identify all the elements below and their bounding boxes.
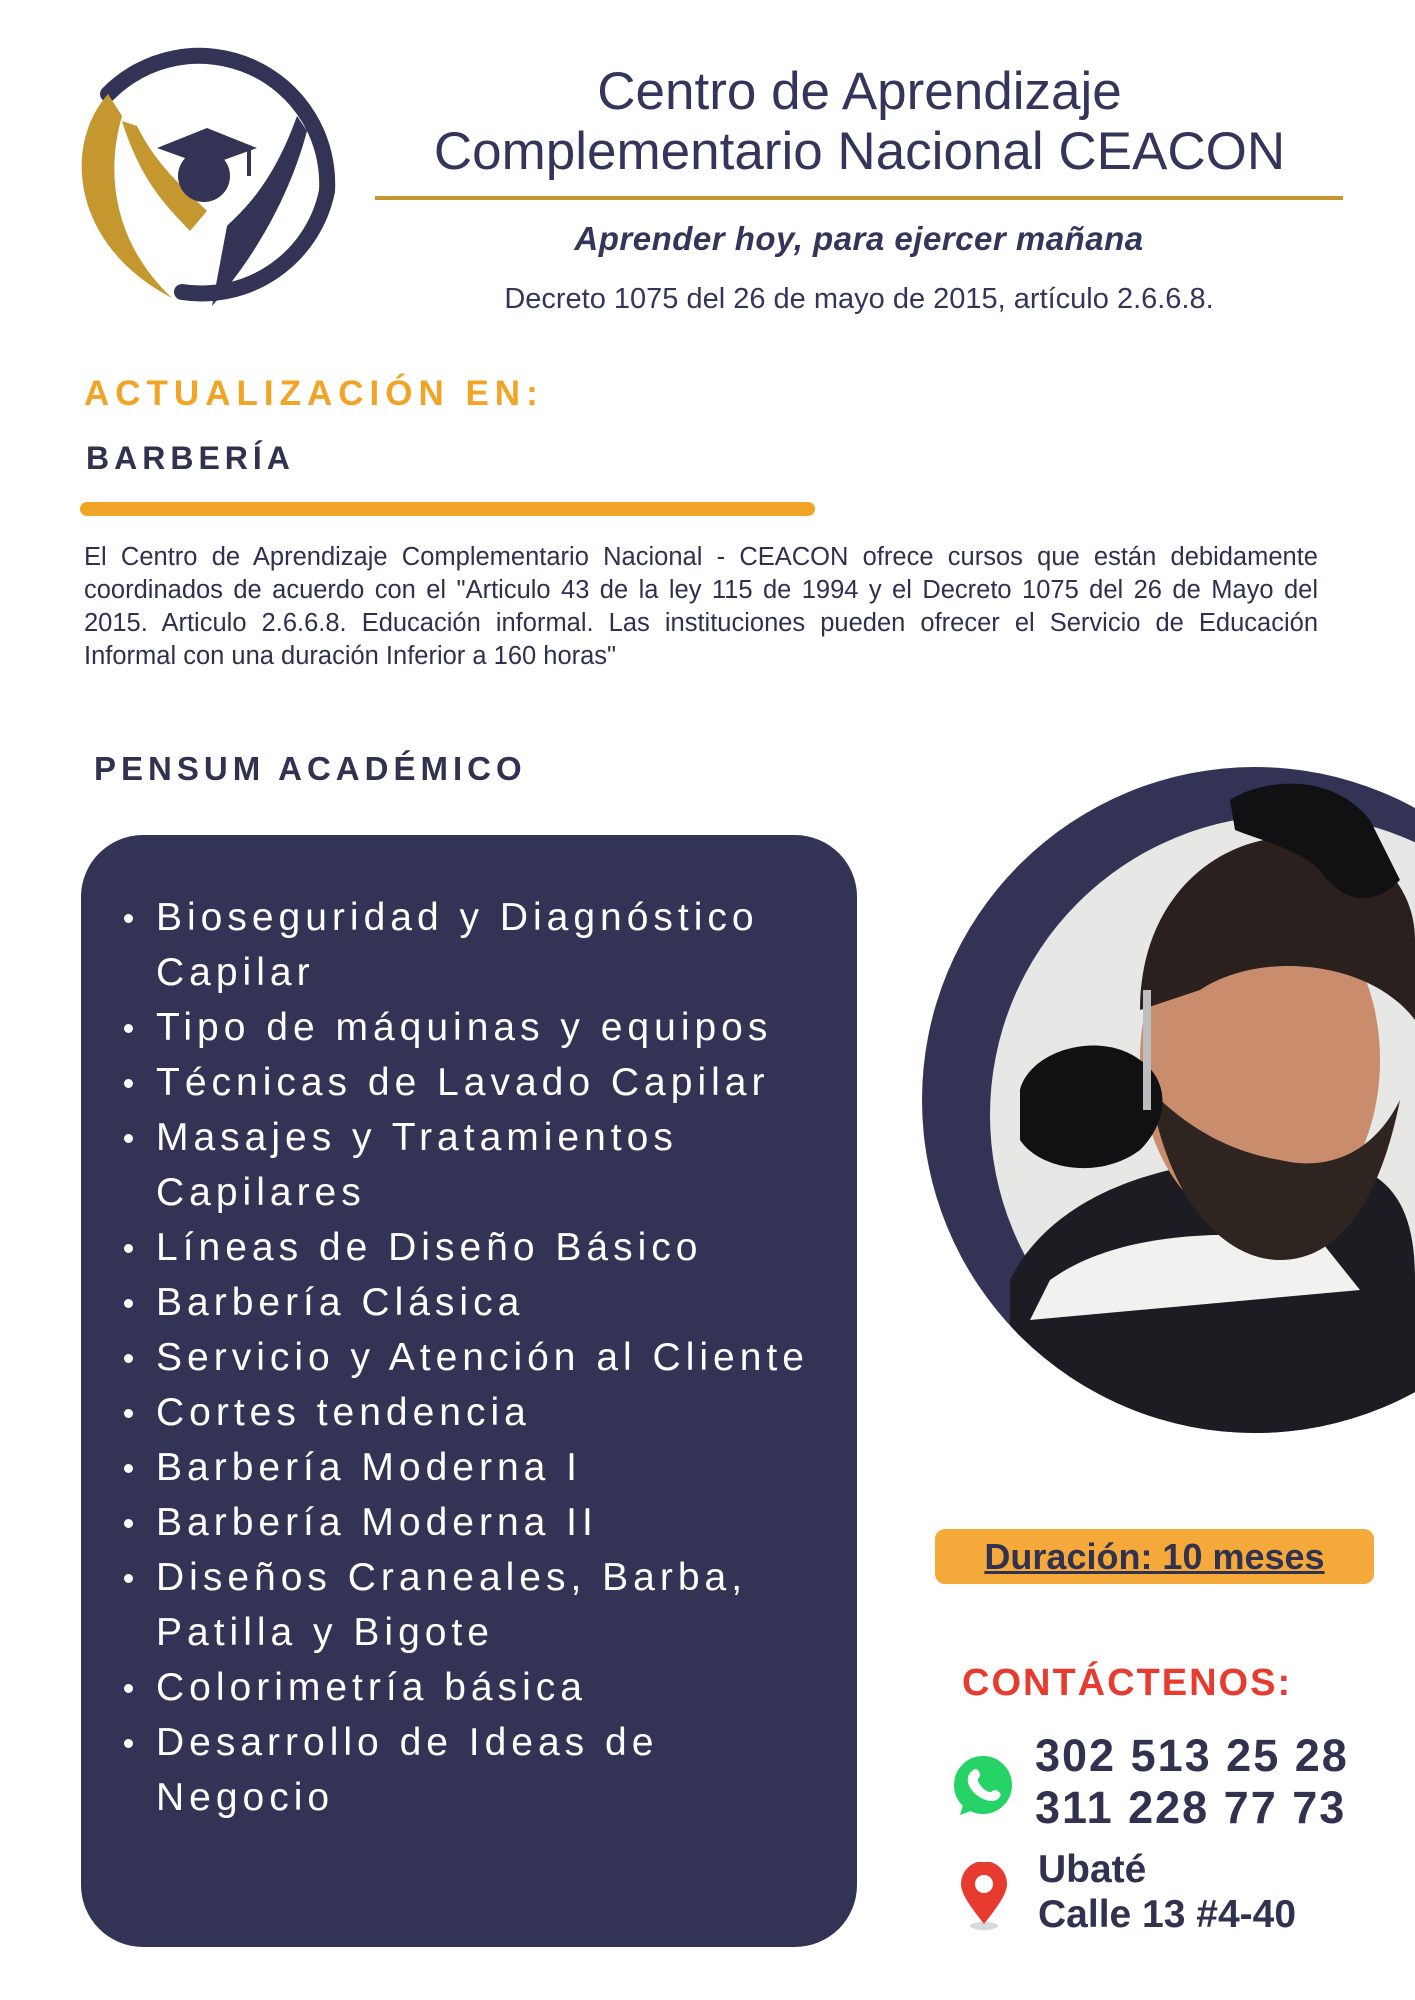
pensum-item: Barbería Moderna II bbox=[112, 1495, 852, 1550]
course-description: El Centro de Aprendizaje Complementario Nacional - CEACON ofrece cursos que están debidamente coordinados de acuerdo con el "Articulo 43 de la ley 115 de 1994 y el Decreto 1075 del 26 de Mayo del 2015. Articulo 2.6.6.8. Educación informal. Las instituciones pueden ofrecer el Servicio de Educación Informal con una duración Inferior a 160 horas" bbox=[84, 543, 1318, 670]
org-title-line1: Centro de Aprendizaje bbox=[597, 62, 1122, 121]
pensum-item: Líneas de Diseño Básico bbox=[112, 1220, 852, 1275]
course-name: BARBERÍA bbox=[86, 440, 295, 476]
duration-badge: Duración: 10 meses bbox=[935, 1529, 1374, 1584]
org-title-line2: Complementario Nacional CEACON bbox=[433, 122, 1286, 181]
pensum-item: Masajes y Tratamientos Capilares bbox=[112, 1110, 852, 1220]
pensum-item: Tipo de máquinas y equipos bbox=[112, 1000, 852, 1055]
pensum-item: Cortes tendencia bbox=[112, 1385, 852, 1440]
phone-number[interactable]: 302 513 25 28 bbox=[1035, 1730, 1349, 1781]
whatsapp-icon[interactable] bbox=[948, 1751, 1018, 1821]
accent-bar bbox=[80, 502, 815, 516]
location-address: Calle 13 #4-40 bbox=[1038, 1893, 1297, 1936]
slogan: Aprender hoy, para ejercer mañana bbox=[574, 220, 1144, 257]
pensum-item: Bioseguridad y Diagnóstico Capilar bbox=[112, 890, 852, 1000]
pensum-list bbox=[112, 890, 852, 1825]
pensum-heading: PENSUM ACADÉMICO bbox=[94, 750, 527, 787]
ceacon-logo bbox=[62, 36, 352, 316]
contact-heading: CONTÁCTENOS: bbox=[962, 1662, 1293, 1704]
barber-photo bbox=[900, 760, 1415, 1455]
update-label: ACTUALIZACIÓN EN: bbox=[84, 374, 544, 413]
decree-text: Decreto 1075 del 26 de mayo de 2015, artículo 2.6.6.8. bbox=[504, 283, 1214, 315]
pensum-item: Servicio y Atención al Cliente bbox=[112, 1330, 852, 1385]
title-divider bbox=[375, 196, 1343, 200]
phone-number[interactable]: 311 228 77 73 bbox=[1035, 1782, 1347, 1833]
pensum-item: Barbería Moderna I bbox=[112, 1440, 852, 1495]
pensum-item: Técnicas de Lavado Capilar bbox=[112, 1055, 852, 1110]
pensum-item: Barbería Clásica bbox=[112, 1275, 852, 1330]
pensum-item: Colorimetría básica bbox=[112, 1660, 852, 1715]
pensum-item: Desarrollo de Ideas de Negocio bbox=[112, 1715, 852, 1825]
location-city: Ubaté bbox=[1038, 1848, 1147, 1891]
pensum-item: Diseños Craneales, Barba, Patilla y Bigote bbox=[112, 1550, 852, 1660]
org-title bbox=[372, 62, 1347, 182]
location-pin-icon bbox=[958, 1862, 1010, 1932]
